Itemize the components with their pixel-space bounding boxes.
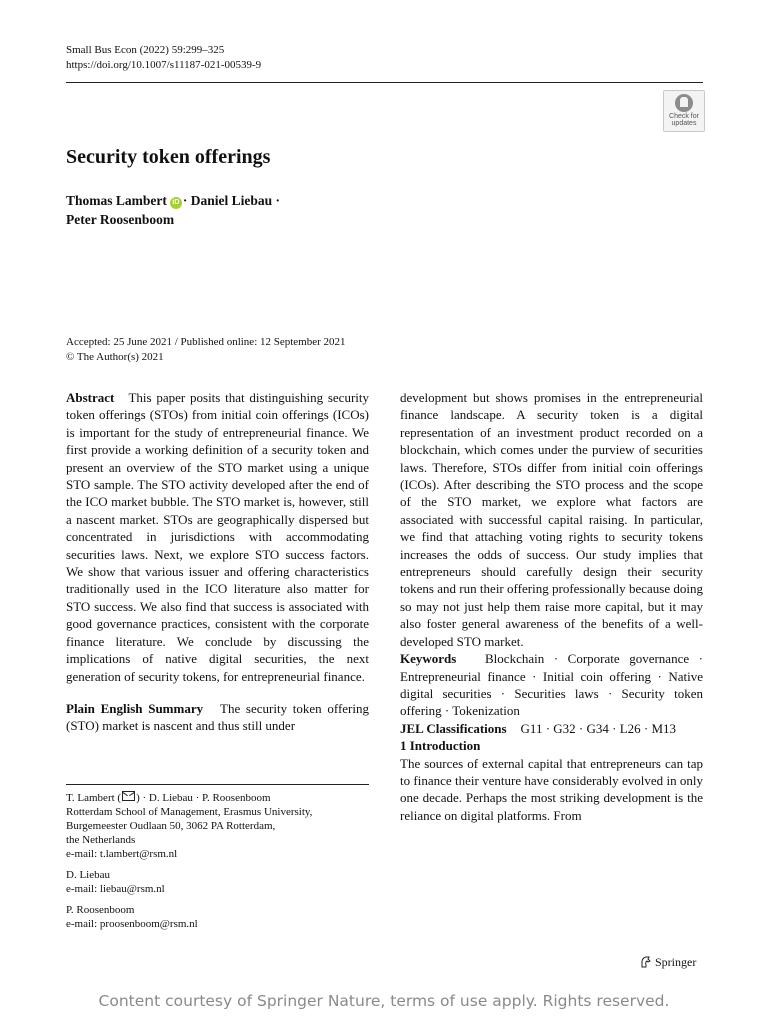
affiliation-lambert	[66, 791, 369, 861]
header-rule	[66, 82, 703, 83]
bookmark-icon	[675, 94, 693, 112]
abstract-label: Abstract	[66, 390, 115, 405]
journal-citation: Small Bus Econ (2022) 59:299–325	[66, 44, 225, 56]
plain-summary-continued: development but shows promises in the entrepreneurial finance landscape. A security token is a digital representation of an investment product recorded on a blockchain, which comes under the purview of securities laws. Therefore, STOs differ from initial coin offerings (ICOs). After describing the STO process and the scope of the STO market, we explore what factors are associated with successful capital raising. In particular, we find that attaching voting rights to security tokens increases the odds of success. Our study implies that entrepreneurs should carefully design their security tokens and run their offering professionally because doing so may not just help them raise more capital, but it may also foster general awareness of the benefits of a well-developed STO market.	[400, 390, 703, 649]
right-column	[400, 389, 703, 824]
springer-wordmark: Springer	[655, 955, 697, 969]
doi-link[interactable]: https://doi.org/10.1007/s11187-021-00539-9	[66, 59, 262, 71]
fn-names-suffix: ) · D. Liebau · P. Roosenboom	[136, 792, 271, 804]
fn-affiliation-line2: Burgemeester Oudlaan 50, 3062 PA Rotterdam,	[66, 820, 276, 832]
article-title: Security token offerings	[66, 146, 271, 168]
check-for-updates-badge[interactable]	[663, 90, 705, 132]
fn-names-prefix: T. Lambert (	[66, 792, 122, 804]
section-heading-introduction: 1 Introduction	[400, 738, 481, 754]
keywords-label: Keywords	[400, 651, 457, 667]
orcid-icon[interactable]: iD	[170, 197, 182, 209]
left-column	[66, 389, 369, 735]
fn-name-liebau: D. Liebau	[66, 869, 110, 881]
plain-summary-label: Plain English Summary	[66, 700, 204, 716]
author-lambert[interactable]: Thomas Lambert	[66, 193, 167, 208]
introduction-paragraph: The sources of external capital that entrepreneurs can tap to finance their venture have considerably evolved in only one decade. Perhaps the most striking development is the reliance on digital platforms. From	[400, 755, 703, 823]
author-affiliations	[66, 791, 369, 938]
plain-summary-paragraph	[66, 700, 369, 735]
copyright-notice: © The Author(s) 2021	[66, 351, 164, 363]
jel-paragraph	[400, 720, 703, 737]
author-list	[66, 191, 280, 229]
jel-label: JEL Classifications	[400, 720, 507, 736]
fn-email-lambert[interactable]: e-mail: t.lambert@rsm.nl	[66, 848, 178, 860]
badge-text-line2: updates	[671, 120, 697, 127]
journal-header	[66, 43, 261, 73]
keywords-paragraph	[400, 650, 703, 720]
affiliation-liebau	[66, 868, 369, 896]
abstract-paragraph	[66, 389, 369, 685]
springer-logo	[640, 955, 696, 970]
envelope-icon[interactable]	[122, 791, 135, 801]
badge-text-line1: Check for	[669, 113, 699, 120]
footnote-rule	[66, 784, 369, 785]
fn-email-roosenboom[interactable]: e-mail: proosenboom@rsm.nl	[66, 918, 198, 930]
fn-email-liebau[interactable]: e-mail: liebau@rsm.nl	[66, 883, 165, 895]
courtesy-watermark: Content courtesy of Springer Nature, terms of use apply. Rights reserved.	[98, 992, 670, 1010]
accepted-published-dates: Accepted: 25 June 2021 / Published online: 12 September 2021	[66, 336, 346, 348]
springer-horse-icon	[640, 956, 651, 968]
author-roosenboom[interactable]: Peter Roosenboom	[66, 212, 175, 227]
fn-affiliation-line3: the Netherlands	[66, 834, 136, 846]
affiliation-roosenboom	[66, 903, 369, 931]
fn-name-roosenboom: P. Roosenboom	[66, 904, 135, 916]
fn-affiliation-line1: Rotterdam School of Management, Erasmus University,	[66, 806, 313, 818]
jel-codes: G11 · G32 · G34 · L26 · M13	[520, 720, 677, 736]
author-liebau[interactable]: · Daniel Liebau ·	[182, 193, 281, 208]
abstract-text: This paper posits that distinguishing security token offerings (STOs) from initial coin offerings (ICOs) is important for the study of entrepreneurial finance. We first provide a working definition of a security token and present an overview of the STO market using a unique STO sample. The STO activity developed after the end of the ICO market bubble. The STO market is, however, still a nascent market. STOs are geographically dispersed but concentrated in jurisdictions with accommodating securities laws. Next, we explore STO success factors. We show that various issuer and offering characteristics traditionally used in the ICO literature also matter for STO success. We also find that success is associated with good governance practices, consistent with the corporate finance literature. We conclude by discussing the implications of native digital securities, the next generation of security tokens, for entrepreneurial finance.	[66, 390, 369, 684]
keywords-text: Blockchain · Corporate governance · Entrepreneurial finance · Initial coin offering · Native digital securities · Securities laws · Security token offering · Tokenization	[400, 651, 703, 719]
publication-dates	[66, 335, 346, 365]
plain-summary-text-start: The security token offering (STO) market is nascent and thus still under	[66, 700, 369, 734]
